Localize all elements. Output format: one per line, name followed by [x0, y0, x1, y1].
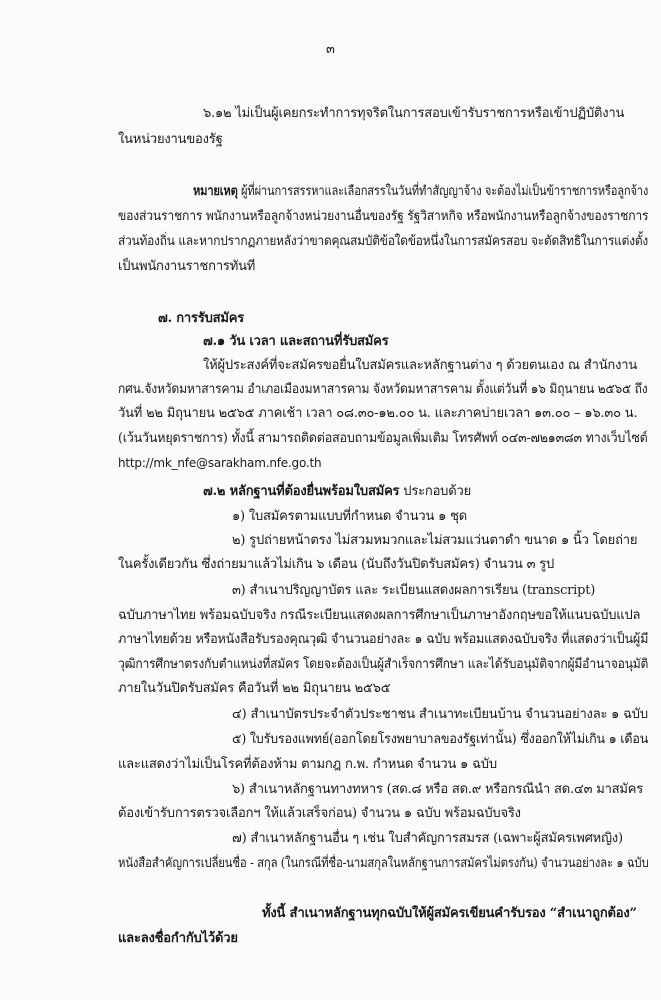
- section-7-heading: ๗. การรับสมัคร: [158, 311, 244, 326]
- section-6-12-line-1: ๖.๑๒ ไม่เป็นผู้เคยกระทำการทุจริตในการสอบเข้ารับราชการหรือเข้าปฏิบัติงาน: [203, 106, 625, 121]
- note-label: หมายเหตุ: [193, 184, 238, 199]
- section-7-1-line-1: ให้ผู้ประสงค์ที่จะสมัครขอยื่นใบสมัครและหลักฐานต่าง ๆ ด้วยตนเอง ณ สำนักงาน: [203, 358, 638, 373]
- section-7-2-heading: ๗.๒ หลักฐานที่ต้องยื่นพร้อมใบสมัคร: [203, 484, 400, 499]
- section-6-12-line-2: ในหน่วยงานของรัฐ: [118, 132, 223, 147]
- item-3-line-3: ภาษาไทยด้วย หรือหนังสือรับรองคุณวุฒิ จำนวนอย่างละ ๑ ฉบับ พร้อมแสดงฉบับจริง ที่แสดงว่าเป็นผู้มี: [118, 632, 649, 647]
- closing-line-2: และลงชื่อกำกับไว้ด้วย: [118, 931, 238, 946]
- note-line-4: เป็นพนักงานราชการทันที: [118, 259, 256, 274]
- item-1: ๑) ใบสมัครตามแบบที่กำหนด จำนวน ๑ ชุด: [232, 509, 467, 524]
- section-7-1-line-2: กศน.จังหวัดมหาสารคาม อำเภอเมืองมหาสารคาม จังหวัดมหาสารคาม ตั้งแต่วันที่ ๑๖ มิถุนายน ๒๕๖๕ ถึง: [118, 382, 648, 397]
- item-3-line-4: วุฒิการศึกษาตรงกับตำแหน่งที่สมัคร โดยจะต้องเป็นผู้สำเร็จการศึกษา และได้รับอนุมัติจากผู้มีอำนาจอนุมัติ: [118, 657, 649, 672]
- item-6-line-1: ๖) สำเนาหลักฐานทางทหาร (สด.๘ หรือ สด.๙ หรือกรณีนำ สด.๔๓ มาสมัคร: [232, 782, 644, 797]
- item-3-line-2: ฉบับภาษาไทย พร้อมฉบับจริง กรณีระเบียนแสดงผลการศึกษาเป็นภาษาอังกฤษขอให้แนบฉบับแปล: [118, 608, 641, 623]
- section-7-2-heading-suffix: ประกอบด้วย: [399, 484, 471, 499]
- website-url[interactable]: http://mk_nfe@sarakham.nfe.go.th: [118, 456, 322, 470]
- note-line-3: ส่วนท้องถิ่น และหากปรากฏภายหลังว่าขาดคุณสมบัติข้อใดข้อหนึ่งในการสมัครสอบ จะตัดสิทธิในการแต่งตั้ง: [118, 234, 649, 249]
- section-7-1-line-4: (เว้นวันหยุดราชการ) ทั้งนี้ สามารถติดต่อสอบถามข้อมูลเพิ่มเติม โทรศัพท์ ๐๔๓-๗๒๑๓๘๓ ทางเว็บไซต์: [118, 431, 648, 446]
- section-7-2-heading-line: [203, 484, 471, 500]
- item-4: ๔) สำเนาบัตรประจำตัวประชาชน สำเนาทะเบียนบ้าน จำนวนอย่างละ ๑ ฉบับ: [232, 707, 648, 722]
- item-2-line-2: ในครั้งเดียวกัน ซึ่งถ่ายมาแล้วไม่เกิน ๖ เดือน (นับถึงวันปิดรับสมัคร) จำนวน ๓ รูป: [118, 557, 555, 572]
- item-3-line-1: ๓) สำเนาปริญญาบัตร และ ระเบียนแสดงผลการเรียน (transcript): [232, 583, 596, 598]
- item-6-line-2: ต้องเข้ารับการตรวจเลือกฯ ให้แล้วเสร็จก่อน) จำนวน ๑ ฉบับ พร้อมฉบับจริง: [118, 806, 521, 821]
- note-first-line: [193, 184, 648, 200]
- page-number: ๓: [326, 42, 335, 57]
- item-2-line-1: ๒) รูปถ่ายหน้าตรง ไม่สวมหมวกและไม่สวมแว่นตาดำ ขนาด ๑ นิ้ว โดยถ่าย: [232, 533, 638, 548]
- item-7-line-1: ๗) สำเนาหลักฐานอื่น ๆ เช่น ใบสำคัญการสมรส (เฉพาะผู้สมัครเพศหญิง): [232, 831, 623, 846]
- section-7-1-line-3: วันที่ ๒๒ มิถุนายน ๒๕๖๕ ภาคเช้า เวลา ๐๘.๓๐-๑๒.๐๐ น. และภาคบ่ายเวลา ๑๓.๐๐ – ๑๖.๓๐ น.: [118, 406, 638, 421]
- note-line-2: ของส่วนราชการ พนักงานหรือลูกจ้างหน่วยงานอื่นของรัฐ รัฐวิสาหกิจ หรือพนักงานหรือลูกจ้างของราชการ: [118, 209, 649, 224]
- section-7-1-heading: ๗.๑ วัน เวลา และสถานที่รับสมัคร: [203, 334, 389, 349]
- item-5-line-1: ๕) ใบรับรองแพทย์(ออกโดยโรงพยาบาลของรัฐเท่านั้น) ซึ่งออกให้ไม่เกิน ๑ เดือน: [232, 732, 649, 747]
- closing-line-1: ทั้งนี้ สำเนาหลักฐานทุกฉบับให้ผู้สมัครเขียนคำรับรอง “สำเนาถูกต้อง”: [262, 906, 637, 921]
- item-7-line-2: หนังสือสำคัญการเปลี่ยนชื่อ - สกุล (ในกรณีที่ชื่อ-นามสกุลในหลักฐานการสมัครไม่ตรงกัน) จำนวนอย่างละ ๑ ฉบับ: [118, 856, 649, 871]
- item-5-line-2: และแสดงว่าไม่เป็นโรคที่ต้องห้าม ตามกฎ ก.พ. กำหนด จำนวน ๑ ฉบับ: [118, 757, 497, 772]
- item-3-line-5: ภายในวันปิดรับสมัคร คือวันที่ ๒๒ มิถุนายน ๒๕๖๕: [118, 681, 391, 696]
- note-line-1: ผู้ที่ผ่านการสรรหาและเลือกสรรในวันที่ทำสัญญาจ้าง จะต้องไม่เป็นข้าราชการหรือลูกจ้าง: [241, 184, 649, 199]
